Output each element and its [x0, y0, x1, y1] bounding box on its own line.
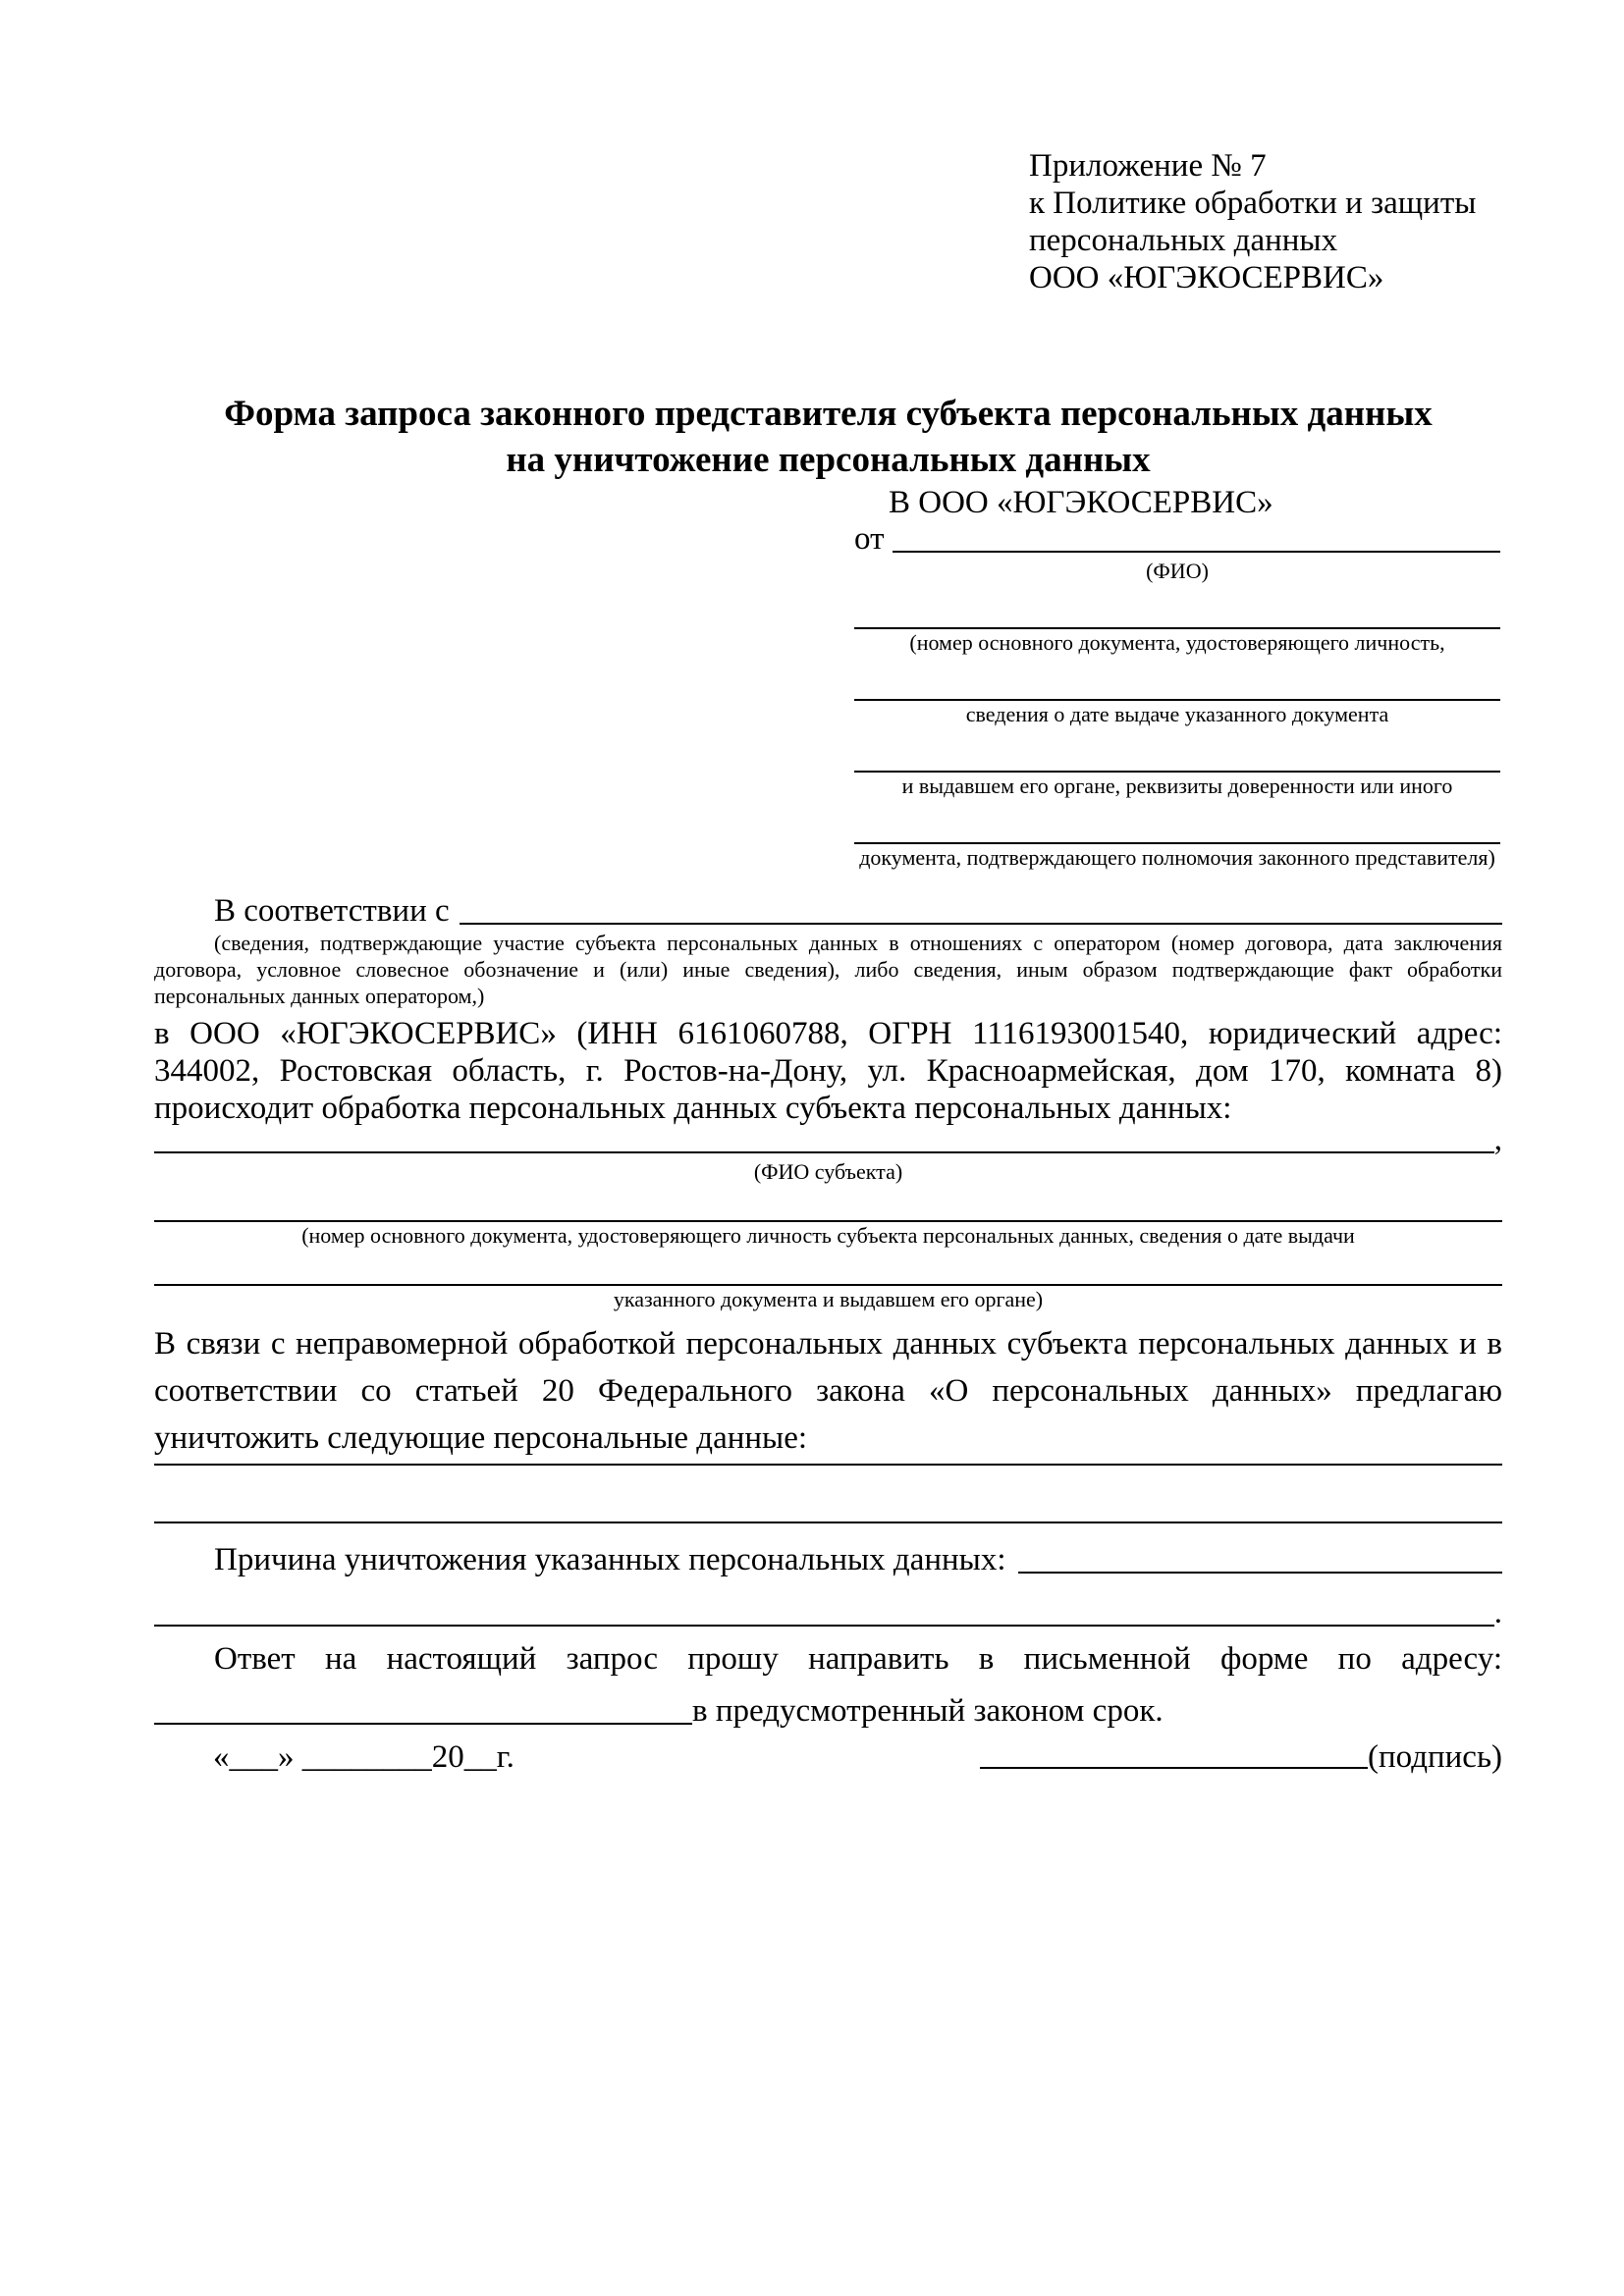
addressee-block [854, 483, 1500, 871]
from-label: от [854, 521, 885, 557]
fio-caption: (ФИО) [1146, 559, 1209, 583]
document-title [154, 391, 1502, 483]
subject-fio-blank-row [154, 1122, 1502, 1158]
body-section [154, 886, 1502, 1730]
from-row [854, 522, 1500, 558]
reason-blank-field [1018, 1572, 1502, 1574]
signature-blank-field [980, 1767, 1368, 1769]
accordance-caption: (сведения, подтверждающие участие субъекта персональных данных в отношениях с оператором (номер договора, дата заключения договора, условное словесное обозначение и (или) иные сведения), либо сведения, иным образом подтверждающие факт обработки персональных данных оператором,) [154, 931, 1502, 1008]
appendix-policy-line2: персональных данных [1029, 223, 1338, 258]
title-line-2: на уничтожение персональных данных [506, 440, 1151, 480]
subject-fio-blank-field [154, 1151, 1494, 1153]
subject-doc-blank-field-2 [154, 1249, 1502, 1286]
reason-label: Причина уничтожения указанных персональных данных: [214, 1542, 1006, 1577]
subject-doc-caption-1: (номер основного документа, удостоверяющего личность субъекта персональных данных, сведения о дате выдачи [301, 1223, 1355, 1248]
accordance-blank-field [460, 923, 1502, 925]
reason-continuation-row [154, 1590, 1502, 1631]
reason-blank-field-2 [154, 1625, 1494, 1627]
appendix-policy-line: к Политике обработки и защиты [1029, 186, 1477, 221]
trailing-comma: , [1493, 1122, 1502, 1157]
reason-row [154, 1535, 1502, 1578]
address-blank-field [154, 1723, 692, 1725]
date-blank-line: «___» ________20__г. [213, 1739, 514, 1775]
footer-section [154, 1739, 1502, 1776]
doc-number-blank-field [854, 584, 1500, 629]
operator-paragraph: в ООО «ЮГЭКОСЕРВИС» (ИНН 6161060788, ОГРН 1116193001540, юридический адрес: 344002, Ростовская область, г. Ростов-на-Дону, ул. Красноармейская, дом 170, комната 8) происходит обработка персональных данных субъекта персональных данных: [154, 1016, 1502, 1126]
subject-doc-blank-field-1 [154, 1185, 1502, 1222]
answer-request-line: Ответ на настоящий запрос прошу направить в письменной форме по адресу: [214, 1641, 1502, 1677]
unlawful-processing-paragraph: В связи с неправомерной обработкой персональных данных субъекта персональных данных и в соответствии со статьей 20 Федерального закона «О персональных данных» предлагаю уничтожить следующие персональные данные: [154, 1326, 1502, 1456]
addressee-organization: В ООО «ЮГЭКОСЕРВИС» [889, 485, 1273, 520]
doc-issue-date-blank-field [854, 656, 1500, 701]
trailing-period: . [1493, 1595, 1502, 1630]
subject-doc-caption-2: указанного документа и выдавшем его органе) [613, 1287, 1044, 1311]
appendix-company: ООО «ЮГЭКОСЕРВИС» [1029, 260, 1384, 295]
doc-authority-blank-field [854, 727, 1500, 773]
accordance-label: В соответствии с [214, 893, 450, 929]
answer-address-row [154, 1682, 1502, 1730]
accordance-row [154, 886, 1502, 930]
doc-power-caption: документа, подтверждающего полномочия законного представителя) [859, 845, 1495, 870]
appendix-header [1029, 147, 1476, 296]
appendix-number: Приложение № 7 [1029, 148, 1267, 184]
doc-authority-caption: и выдавшем его органе, реквизиты доверенности или иного [901, 774, 1453, 798]
answer-term-text: в предусмотренный законом срок. [692, 1693, 1164, 1729]
title-line-1: Форма запроса законного представителя субъекта персональных данных [224, 394, 1433, 434]
doc-number-caption: (номер основного документа, удостоверяющего личность, [909, 630, 1445, 655]
doc-issue-date-caption: сведения о дате выдаче указанного документа [965, 702, 1389, 726]
doc-power-blank-field [854, 799, 1500, 844]
personal-data-blank-field-2 [154, 1522, 1502, 1523]
signature-caption: (подпись) [1368, 1739, 1502, 1775]
from-fio-blank-field [893, 551, 1501, 553]
subject-fio-caption: (ФИО субъекта) [753, 1159, 903, 1184]
personal-data-blank-field-1 [154, 1464, 1502, 1466]
signature-group [980, 1739, 1502, 1776]
